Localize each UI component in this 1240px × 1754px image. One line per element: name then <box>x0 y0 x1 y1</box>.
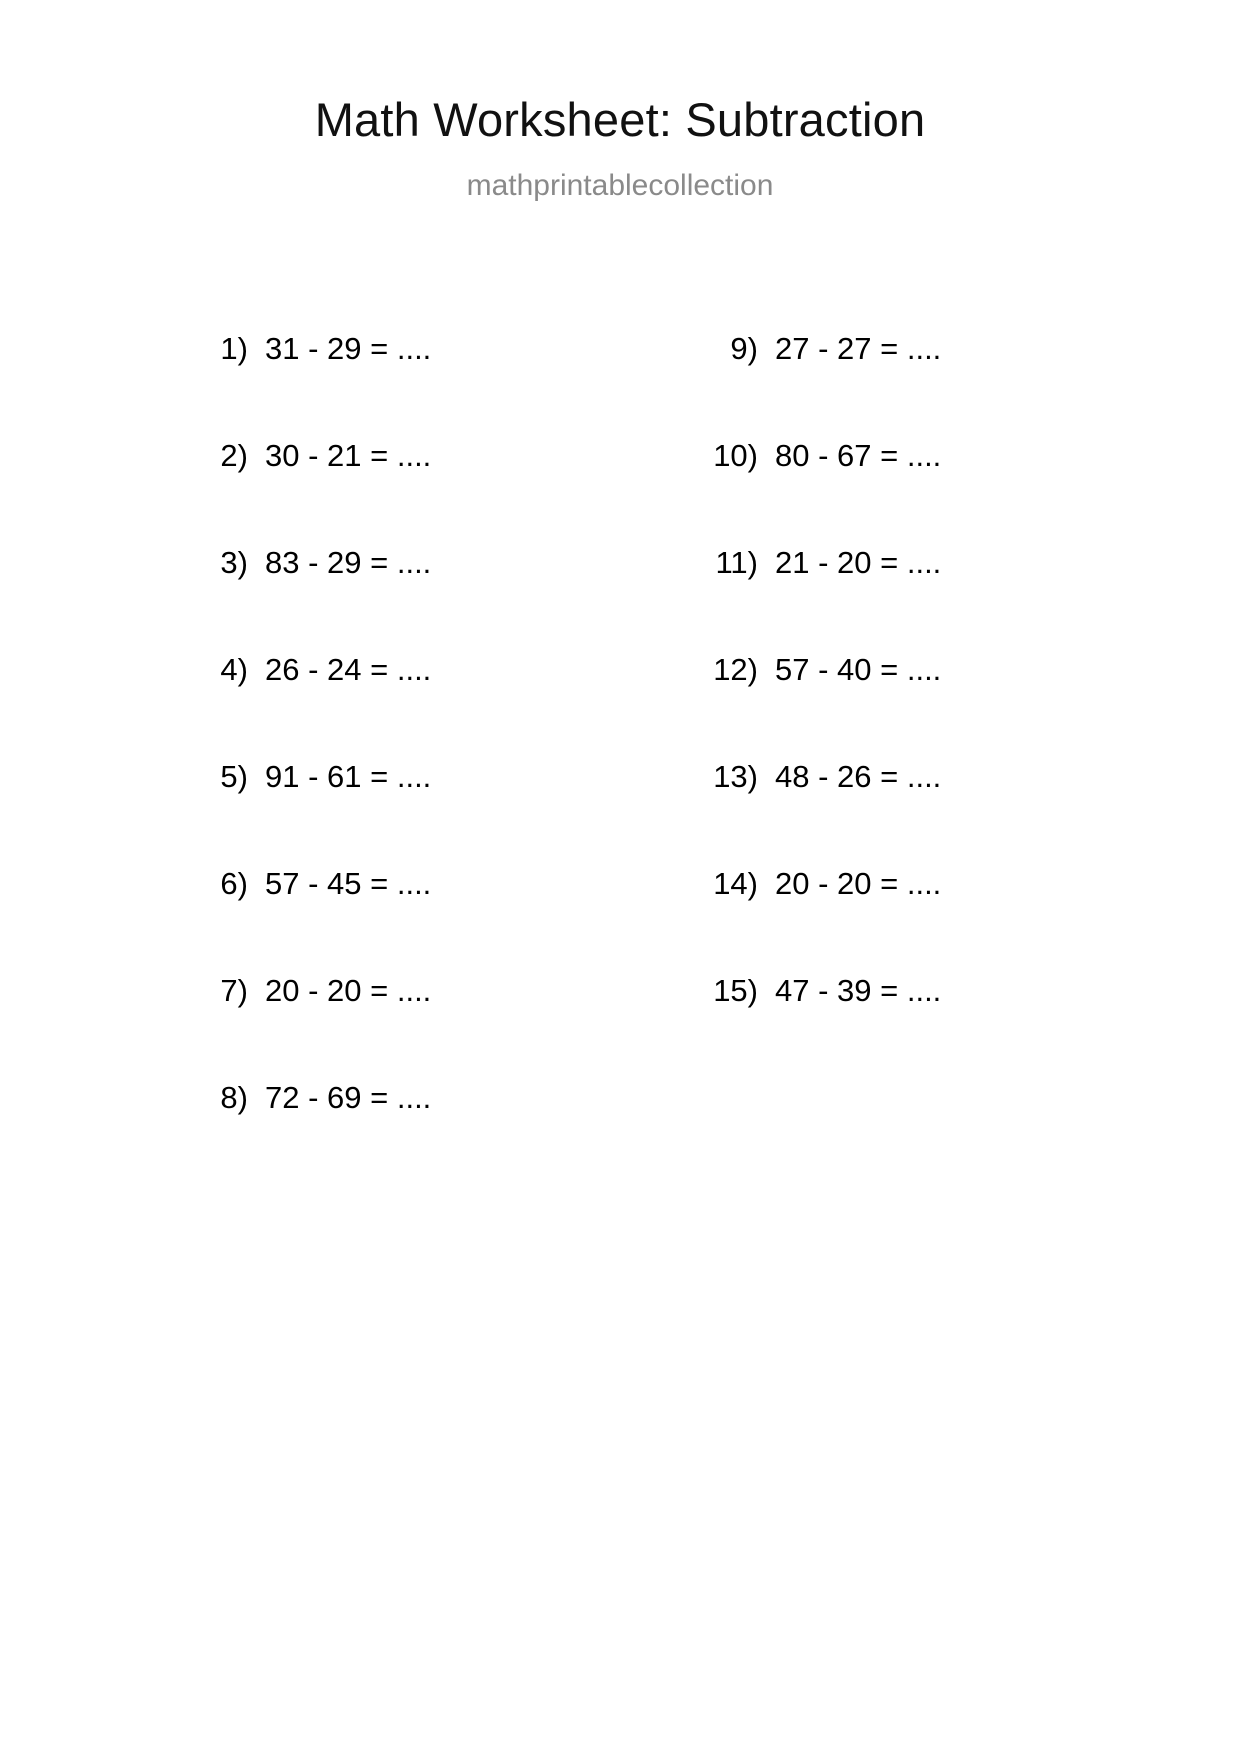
problems-container <box>0 295 1240 1151</box>
problems-column-left <box>196 295 496 1151</box>
problem-number: 9) <box>730 331 758 366</box>
problem-number: 1) <box>220 331 248 366</box>
problem-expression: 91 - 61 = .... <box>265 759 432 794</box>
problem-expression: 47 - 39 = .... <box>775 973 942 1008</box>
problem-item <box>196 830 496 937</box>
problem-expression: 21 - 20 = .... <box>775 545 942 580</box>
problem-item <box>196 402 496 509</box>
page-subtitle: mathprintablecollection <box>466 169 774 202</box>
problem-item <box>695 723 1095 830</box>
problem-item <box>695 402 1095 509</box>
problem-number: 2) <box>220 438 248 473</box>
problem-expression: 30 - 21 = .... <box>265 438 432 473</box>
problem-expression: 83 - 29 = .... <box>265 545 432 580</box>
problem-expression: 80 - 67 = .... <box>775 438 942 473</box>
problem-item <box>695 509 1095 616</box>
problem-item <box>695 616 1095 723</box>
problem-number: 12) <box>713 652 758 687</box>
problem-expression: 31 - 29 = .... <box>265 331 432 366</box>
problems-column-right <box>695 295 1095 1151</box>
problem-item <box>695 937 1095 1044</box>
problem-number: 7) <box>220 973 248 1008</box>
problem-item <box>196 509 496 616</box>
problem-expression: 48 - 26 = .... <box>775 759 942 794</box>
problem-item <box>695 295 1095 402</box>
problem-number: 3) <box>220 545 248 580</box>
problem-expression: 20 - 20 = .... <box>775 866 942 901</box>
problem-item <box>196 723 496 830</box>
problem-expression: 72 - 69 = .... <box>265 1080 432 1115</box>
problem-number: 5) <box>220 759 248 794</box>
problem-number: 8) <box>220 1080 248 1115</box>
problem-expression: 57 - 45 = .... <box>265 866 432 901</box>
problem-number: 6) <box>220 866 248 901</box>
problem-expression: 57 - 40 = .... <box>775 652 942 687</box>
problem-number: 11) <box>715 545 758 580</box>
problem-number: 13) <box>713 759 758 794</box>
problem-number: 4) <box>220 652 248 687</box>
problem-item <box>196 295 496 402</box>
problem-expression: 26 - 24 = .... <box>265 652 432 687</box>
problem-expression: 20 - 20 = .... <box>265 973 432 1008</box>
problem-item <box>196 937 496 1044</box>
problem-item <box>196 1044 496 1151</box>
problem-number: 14) <box>713 866 758 901</box>
problem-number: 10) <box>713 438 758 473</box>
page-title: Math Worksheet: Subtraction <box>314 93 926 146</box>
problem-expression: 27 - 27 = .... <box>775 331 942 366</box>
problem-item <box>695 830 1095 937</box>
problem-number: 15) <box>713 973 758 1008</box>
problem-item <box>196 616 496 723</box>
